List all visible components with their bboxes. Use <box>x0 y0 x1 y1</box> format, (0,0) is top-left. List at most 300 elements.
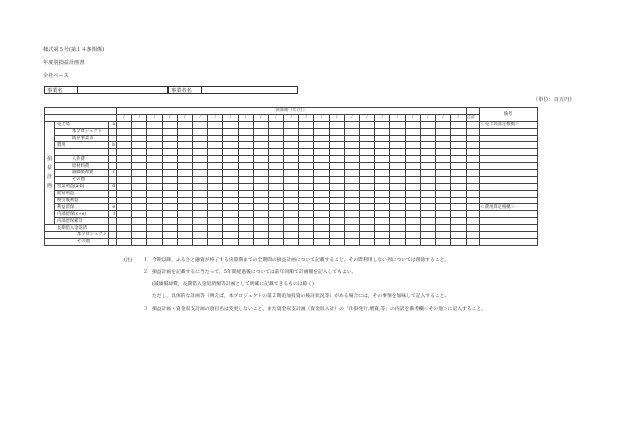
value-cell[interactable] <box>117 183 132 190</box>
total-cell[interactable] <box>466 197 479 204</box>
value-cell[interactable] <box>132 156 147 163</box>
value-cell[interactable] <box>420 149 435 156</box>
value-cell[interactable] <box>329 163 344 170</box>
value-cell[interactable] <box>390 225 405 232</box>
value-cell[interactable] <box>177 232 192 239</box>
value-cell[interactable] <box>329 176 344 183</box>
remarks-cell[interactable] <box>479 238 537 245</box>
value-cell[interactable] <box>344 225 359 232</box>
value-cell[interactable] <box>177 142 192 149</box>
value-cell[interactable] <box>284 197 299 204</box>
value-cell[interactable] <box>223 204 238 211</box>
value-cell[interactable] <box>405 183 420 190</box>
value-cell[interactable] <box>238 135 253 142</box>
value-cell[interactable] <box>177 170 192 177</box>
value-cell[interactable] <box>132 225 147 232</box>
value-cell[interactable] <box>329 183 344 190</box>
value-cell[interactable] <box>268 218 283 225</box>
value-cell[interactable] <box>435 225 450 232</box>
period-header[interactable]: / <box>177 114 192 121</box>
value-cell[interactable] <box>405 238 420 245</box>
period-header[interactable]: / <box>451 114 466 121</box>
value-cell[interactable] <box>117 121 132 128</box>
value-cell[interactable] <box>162 238 177 245</box>
value-cell[interactable] <box>147 156 162 163</box>
value-cell[interactable] <box>253 135 268 142</box>
value-cell[interactable] <box>360 176 375 183</box>
value-cell[interactable] <box>147 149 162 156</box>
value-cell[interactable] <box>360 204 375 211</box>
value-cell[interactable] <box>405 211 420 218</box>
value-cell[interactable] <box>314 135 329 142</box>
value-cell[interactable] <box>132 238 147 245</box>
value-cell[interactable] <box>268 163 283 170</box>
value-cell[interactable] <box>192 121 207 128</box>
remarks-cell[interactable] <box>479 142 537 149</box>
value-cell[interactable] <box>253 176 268 183</box>
value-cell[interactable] <box>360 121 375 128</box>
value-cell[interactable] <box>268 190 283 197</box>
value-cell[interactable] <box>435 128 450 135</box>
value-cell[interactable] <box>405 121 420 128</box>
value-cell[interactable] <box>451 121 466 128</box>
value-cell[interactable] <box>420 218 435 225</box>
value-cell[interactable] <box>268 176 283 183</box>
period-header[interactable]: / <box>117 114 132 121</box>
value-cell[interactable] <box>435 232 450 239</box>
value-cell[interactable] <box>390 238 405 245</box>
value-cell[interactable] <box>451 163 466 170</box>
value-cell[interactable] <box>405 190 420 197</box>
value-cell[interactable] <box>435 176 450 183</box>
value-cell[interactable] <box>177 163 192 170</box>
value-cell[interactable] <box>375 183 390 190</box>
value-cell[interactable] <box>329 149 344 156</box>
value-cell[interactable] <box>405 176 420 183</box>
value-cell[interactable] <box>253 149 268 156</box>
value-cell[interactable] <box>435 204 450 211</box>
value-cell[interactable] <box>147 121 162 128</box>
value-cell[interactable] <box>238 225 253 232</box>
value-cell[interactable] <box>132 135 147 142</box>
value-cell[interactable] <box>177 225 192 232</box>
value-cell[interactable] <box>177 128 192 135</box>
value-cell[interactable] <box>177 238 192 245</box>
period-header[interactable]: / <box>390 114 405 121</box>
value-cell[interactable] <box>420 142 435 149</box>
value-cell[interactable] <box>435 156 450 163</box>
value-cell[interactable] <box>420 190 435 197</box>
value-cell[interactable] <box>360 238 375 245</box>
value-cell[interactable] <box>223 197 238 204</box>
value-cell[interactable] <box>420 225 435 232</box>
value-cell[interactable] <box>177 135 192 142</box>
value-cell[interactable] <box>223 170 238 177</box>
value-cell[interactable] <box>147 204 162 211</box>
value-cell[interactable] <box>344 232 359 239</box>
value-cell[interactable] <box>344 149 359 156</box>
value-cell[interactable] <box>208 170 223 177</box>
period-header[interactable]: / <box>192 114 207 121</box>
period-header[interactable]: / <box>329 114 344 121</box>
value-cell[interactable] <box>299 142 314 149</box>
value-cell[interactable] <box>405 156 420 163</box>
period-header[interactable]: / <box>253 114 268 121</box>
value-cell[interactable] <box>238 183 253 190</box>
value-cell[interactable] <box>344 121 359 128</box>
value-cell[interactable] <box>390 170 405 177</box>
value-cell[interactable] <box>192 183 207 190</box>
value-cell[interactable] <box>375 176 390 183</box>
value-cell[interactable] <box>162 183 177 190</box>
value-cell[interactable] <box>405 225 420 232</box>
remarks-cell[interactable] <box>479 176 537 183</box>
value-cell[interactable] <box>314 197 329 204</box>
value-cell[interactable] <box>238 204 253 211</box>
value-cell[interactable] <box>147 197 162 204</box>
value-cell[interactable] <box>420 176 435 183</box>
value-cell[interactable] <box>299 218 314 225</box>
remarks-cell[interactable] <box>479 225 537 232</box>
operator-name-box[interactable] <box>168 86 298 94</box>
value-cell[interactable] <box>253 238 268 245</box>
value-cell[interactable] <box>132 149 147 156</box>
value-cell[interactable] <box>390 149 405 156</box>
value-cell[interactable] <box>435 170 450 177</box>
value-cell[interactable] <box>314 121 329 128</box>
value-cell[interactable] <box>375 135 390 142</box>
value-cell[interactable] <box>451 225 466 232</box>
value-cell[interactable] <box>268 183 283 190</box>
value-cell[interactable] <box>177 218 192 225</box>
value-cell[interactable] <box>390 218 405 225</box>
value-cell[interactable] <box>268 156 283 163</box>
value-cell[interactable] <box>238 232 253 239</box>
value-cell[interactable] <box>329 225 344 232</box>
value-cell[interactable] <box>268 170 283 177</box>
value-cell[interactable] <box>238 190 253 197</box>
total-cell[interactable] <box>466 170 479 177</box>
value-cell[interactable] <box>344 190 359 197</box>
remarks-cell[interactable] <box>479 128 537 135</box>
value-cell[interactable] <box>132 142 147 149</box>
value-cell[interactable] <box>268 128 283 135</box>
period-header[interactable]: / <box>405 114 420 121</box>
value-cell[interactable] <box>238 163 253 170</box>
value-cell[interactable] <box>162 135 177 142</box>
value-cell[interactable] <box>329 121 344 128</box>
total-cell[interactable] <box>466 121 479 128</box>
value-cell[interactable] <box>162 163 177 170</box>
value-cell[interactable] <box>390 176 405 183</box>
business-name-box[interactable] <box>44 86 168 94</box>
value-cell[interactable] <box>299 128 314 135</box>
value-cell[interactable] <box>192 149 207 156</box>
value-cell[interactable] <box>238 176 253 183</box>
value-cell[interactable] <box>299 163 314 170</box>
value-cell[interactable] <box>253 156 268 163</box>
value-cell[interactable] <box>117 197 132 204</box>
value-cell[interactable] <box>268 225 283 232</box>
value-cell[interactable] <box>268 135 283 142</box>
value-cell[interactable] <box>117 232 132 239</box>
value-cell[interactable] <box>390 232 405 239</box>
value-cell[interactable] <box>132 170 147 177</box>
total-cell[interactable] <box>466 183 479 190</box>
value-cell[interactable] <box>223 163 238 170</box>
value-cell[interactable] <box>238 218 253 225</box>
value-cell[interactable] <box>177 121 192 128</box>
value-cell[interactable] <box>117 142 132 149</box>
value-cell[interactable] <box>238 211 253 218</box>
value-cell[interactable] <box>223 135 238 142</box>
value-cell[interactable] <box>284 238 299 245</box>
value-cell[interactable] <box>208 135 223 142</box>
period-header[interactable]: / <box>344 114 359 121</box>
value-cell[interactable] <box>208 156 223 163</box>
value-cell[interactable] <box>284 142 299 149</box>
value-cell[interactable] <box>435 218 450 225</box>
value-cell[interactable] <box>238 156 253 163</box>
value-cell[interactable] <box>299 190 314 197</box>
value-cell[interactable] <box>147 225 162 232</box>
period-header[interactable]: / <box>360 114 375 121</box>
value-cell[interactable] <box>375 128 390 135</box>
value-cell[interactable] <box>208 183 223 190</box>
value-cell[interactable] <box>375 156 390 163</box>
period-header[interactable]: / <box>435 114 450 121</box>
value-cell[interactable] <box>314 225 329 232</box>
value-cell[interactable] <box>117 156 132 163</box>
value-cell[interactable] <box>284 183 299 190</box>
value-cell[interactable] <box>208 128 223 135</box>
value-cell[interactable] <box>390 197 405 204</box>
value-cell[interactable] <box>420 135 435 142</box>
value-cell[interactable] <box>390 204 405 211</box>
period-header[interactable]: / <box>375 114 390 121</box>
value-cell[interactable] <box>162 128 177 135</box>
value-cell[interactable] <box>177 190 192 197</box>
value-cell[interactable] <box>117 170 132 177</box>
value-cell[interactable] <box>268 238 283 245</box>
value-cell[interactable] <box>329 135 344 142</box>
value-cell[interactable] <box>314 190 329 197</box>
value-cell[interactable] <box>435 135 450 142</box>
value-cell[interactable] <box>360 128 375 135</box>
value-cell[interactable] <box>329 190 344 197</box>
value-cell[interactable] <box>147 238 162 245</box>
value-cell[interactable] <box>360 197 375 204</box>
value-cell[interactable] <box>314 218 329 225</box>
value-cell[interactable] <box>238 128 253 135</box>
value-cell[interactable] <box>162 218 177 225</box>
value-cell[interactable] <box>223 176 238 183</box>
value-cell[interactable] <box>344 238 359 245</box>
value-cell[interactable] <box>117 128 132 135</box>
value-cell[interactable] <box>360 170 375 177</box>
value-cell[interactable] <box>360 232 375 239</box>
value-cell[interactable] <box>435 163 450 170</box>
value-cell[interactable] <box>451 218 466 225</box>
value-cell[interactable] <box>390 183 405 190</box>
value-cell[interactable] <box>314 142 329 149</box>
value-cell[interactable] <box>420 128 435 135</box>
value-cell[interactable] <box>162 170 177 177</box>
value-cell[interactable] <box>253 142 268 149</box>
value-cell[interactable] <box>253 218 268 225</box>
value-cell[interactable] <box>192 238 207 245</box>
value-cell[interactable] <box>360 156 375 163</box>
total-cell[interactable] <box>466 156 479 163</box>
value-cell[interactable] <box>162 232 177 239</box>
total-cell[interactable] <box>466 225 479 232</box>
value-cell[interactable] <box>451 211 466 218</box>
value-cell[interactable] <box>375 121 390 128</box>
value-cell[interactable] <box>299 135 314 142</box>
value-cell[interactable] <box>284 170 299 177</box>
value-cell[interactable] <box>238 238 253 245</box>
value-cell[interactable] <box>117 204 132 211</box>
value-cell[interactable] <box>223 238 238 245</box>
remarks-cell[interactable]: ＜費用算定根拠＞ <box>479 204 537 211</box>
value-cell[interactable] <box>162 156 177 163</box>
value-cell[interactable] <box>117 190 132 197</box>
value-cell[interactable] <box>147 218 162 225</box>
value-cell[interactable] <box>329 197 344 204</box>
value-cell[interactable] <box>284 218 299 225</box>
value-cell[interactable] <box>390 142 405 149</box>
period-header[interactable]: / <box>223 114 238 121</box>
value-cell[interactable] <box>284 211 299 218</box>
remarks-cell[interactable] <box>479 183 537 190</box>
value-cell[interactable] <box>451 128 466 135</box>
value-cell[interactable] <box>420 156 435 163</box>
value-cell[interactable] <box>132 121 147 128</box>
value-cell[interactable] <box>253 163 268 170</box>
value-cell[interactable] <box>360 183 375 190</box>
value-cell[interactable] <box>435 121 450 128</box>
value-cell[interactable] <box>360 190 375 197</box>
value-cell[interactable] <box>192 170 207 177</box>
value-cell[interactable] <box>132 211 147 218</box>
total-cell[interactable] <box>466 128 479 135</box>
value-cell[interactable] <box>223 142 238 149</box>
value-cell[interactable] <box>132 218 147 225</box>
value-cell[interactable] <box>360 135 375 142</box>
value-cell[interactable] <box>360 149 375 156</box>
value-cell[interactable] <box>360 163 375 170</box>
value-cell[interactable] <box>162 142 177 149</box>
value-cell[interactable] <box>375 238 390 245</box>
value-cell[interactable] <box>162 121 177 128</box>
value-cell[interactable] <box>192 190 207 197</box>
value-cell[interactable] <box>420 197 435 204</box>
value-cell[interactable] <box>223 149 238 156</box>
value-cell[interactable] <box>117 211 132 218</box>
value-cell[interactable] <box>208 238 223 245</box>
value-cell[interactable] <box>117 225 132 232</box>
value-cell[interactable] <box>344 218 359 225</box>
value-cell[interactable] <box>177 149 192 156</box>
remarks-cell[interactable] <box>479 163 537 170</box>
value-cell[interactable] <box>344 211 359 218</box>
value-cell[interactable] <box>405 163 420 170</box>
value-cell[interactable] <box>268 211 283 218</box>
value-cell[interactable] <box>314 176 329 183</box>
value-cell[interactable] <box>238 142 253 149</box>
value-cell[interactable] <box>192 163 207 170</box>
value-cell[interactable] <box>253 211 268 218</box>
value-cell[interactable] <box>329 211 344 218</box>
value-cell[interactable] <box>192 197 207 204</box>
value-cell[interactable] <box>390 163 405 170</box>
value-cell[interactable] <box>253 128 268 135</box>
value-cell[interactable] <box>420 183 435 190</box>
value-cell[interactable] <box>451 183 466 190</box>
value-cell[interactable] <box>451 135 466 142</box>
value-cell[interactable] <box>268 197 283 204</box>
value-cell[interactable] <box>314 170 329 177</box>
value-cell[interactable] <box>314 238 329 245</box>
value-cell[interactable] <box>284 156 299 163</box>
value-cell[interactable] <box>208 149 223 156</box>
value-cell[interactable] <box>451 232 466 239</box>
remarks-cell[interactable] <box>479 211 537 218</box>
value-cell[interactable] <box>253 121 268 128</box>
period-header[interactable]: / <box>284 114 299 121</box>
remarks-cell[interactable] <box>479 197 537 204</box>
value-cell[interactable] <box>451 190 466 197</box>
value-cell[interactable] <box>451 176 466 183</box>
value-cell[interactable] <box>162 197 177 204</box>
value-cell[interactable] <box>132 163 147 170</box>
value-cell[interactable] <box>329 238 344 245</box>
value-cell[interactable] <box>314 156 329 163</box>
value-cell[interactable] <box>117 238 132 245</box>
remarks-cell[interactable]: ＜売上高算定根拠＞ <box>479 121 537 128</box>
total-cell[interactable] <box>466 211 479 218</box>
value-cell[interactable] <box>147 170 162 177</box>
value-cell[interactable] <box>375 225 390 232</box>
value-cell[interactable] <box>314 163 329 170</box>
value-cell[interactable] <box>223 156 238 163</box>
value-cell[interactable] <box>314 149 329 156</box>
value-cell[interactable] <box>284 204 299 211</box>
value-cell[interactable] <box>208 176 223 183</box>
remarks-cell[interactable] <box>479 218 537 225</box>
value-cell[interactable] <box>192 135 207 142</box>
value-cell[interactable] <box>147 183 162 190</box>
value-cell[interactable] <box>253 225 268 232</box>
value-cell[interactable] <box>299 211 314 218</box>
value-cell[interactable] <box>299 204 314 211</box>
total-cell[interactable] <box>466 176 479 183</box>
value-cell[interactable] <box>223 218 238 225</box>
value-cell[interactable] <box>284 135 299 142</box>
value-cell[interactable] <box>147 176 162 183</box>
value-cell[interactable] <box>223 121 238 128</box>
value-cell[interactable] <box>435 190 450 197</box>
value-cell[interactable] <box>405 128 420 135</box>
value-cell[interactable] <box>223 225 238 232</box>
value-cell[interactable] <box>268 149 283 156</box>
value-cell[interactable] <box>162 225 177 232</box>
value-cell[interactable] <box>162 204 177 211</box>
period-header[interactable]: / <box>132 114 147 121</box>
value-cell[interactable] <box>117 176 132 183</box>
value-cell[interactable] <box>192 225 207 232</box>
value-cell[interactable] <box>284 121 299 128</box>
